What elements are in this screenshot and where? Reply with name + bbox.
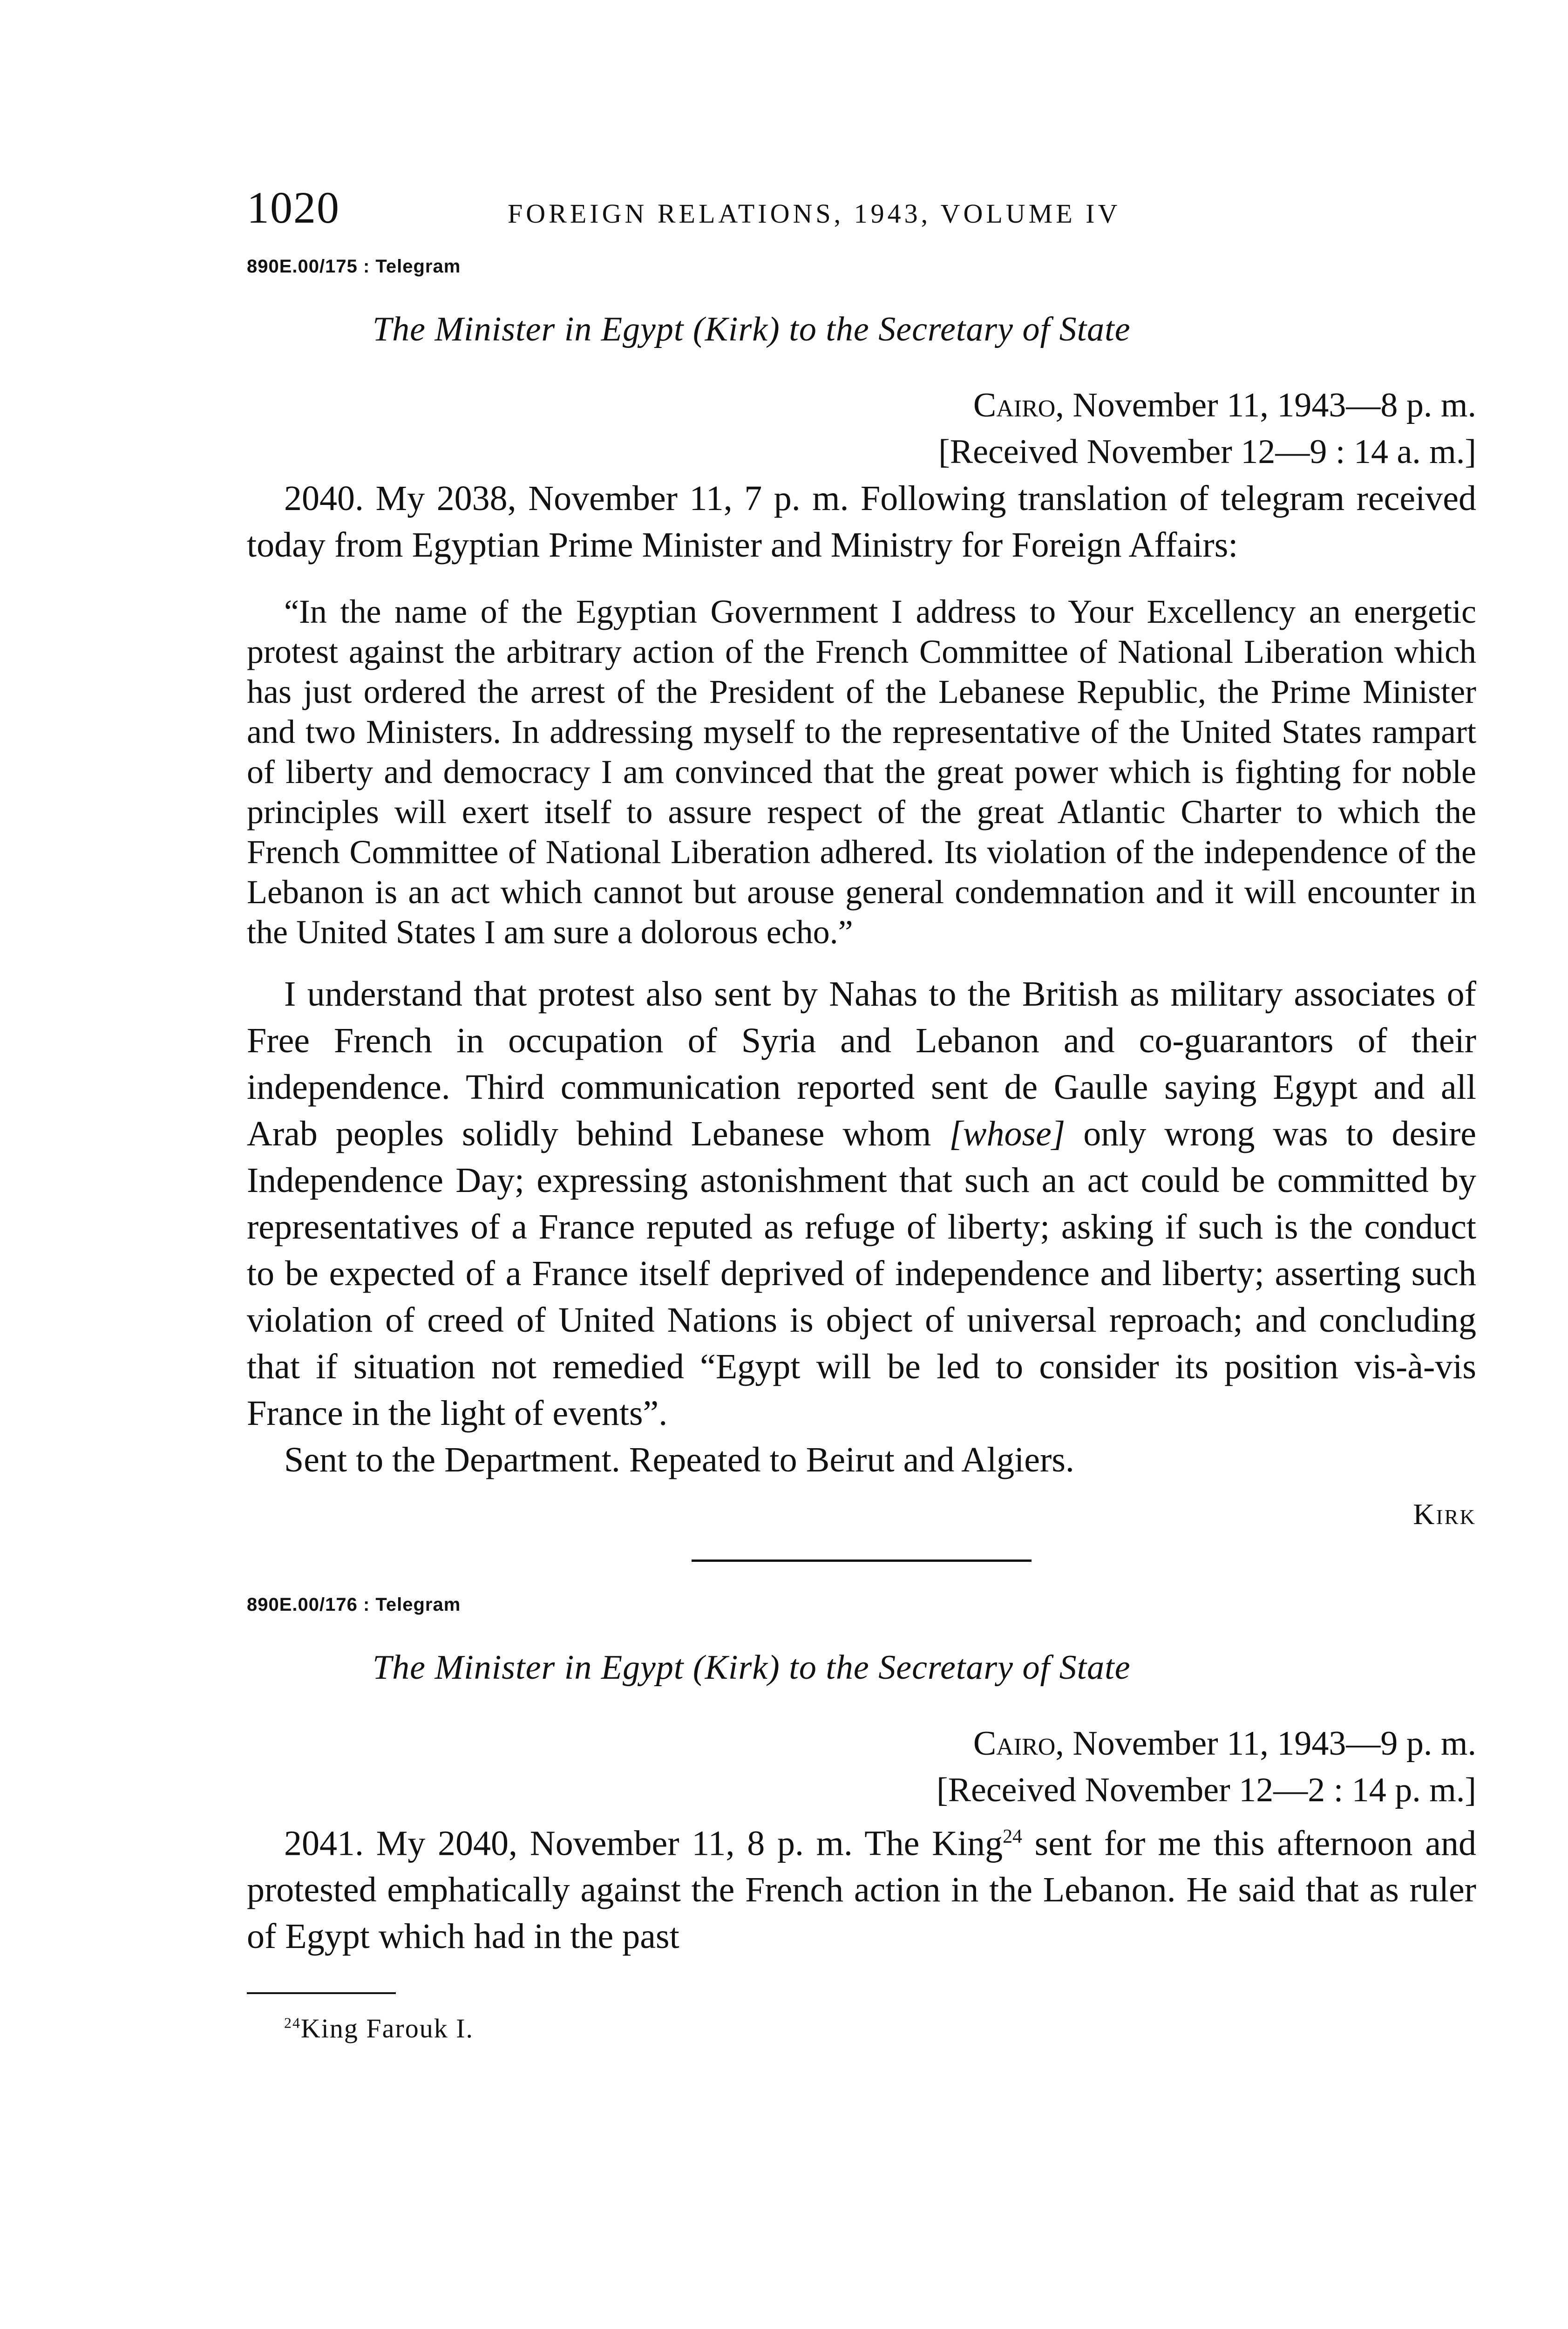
dateline-place: Cairo xyxy=(973,1724,1056,1763)
section-divider xyxy=(692,1559,1032,1562)
page-number: 1020 xyxy=(247,183,340,232)
running-head: FOREIGN RELATIONS, 1943, VOLUME IV xyxy=(508,198,1121,229)
telegram-paragraph: 2040. My 2038, November 11, 7 p. m. Following translation of telegram received today from Egyptian Prime Minister and Ministry for Foreign Affairs: xyxy=(247,479,1476,565)
footnote-marker: 24 xyxy=(284,2015,301,2031)
page-header xyxy=(247,182,1476,238)
footnote-reference: 24 xyxy=(1003,1826,1022,1847)
footnote xyxy=(284,2013,1476,2044)
dateline xyxy=(247,382,1476,475)
paragraph-text: sent for me this afternoon and protested emphatically against the French action in the Lebanon. He said that as ruler of Egypt which had in the past xyxy=(247,1824,1477,1956)
dateline-date: , November 11, 1943—8 p. m. xyxy=(1055,386,1476,424)
received-line: [Received November 12—9 : 14 a. m.] xyxy=(938,433,1476,471)
telegram-paragraph xyxy=(247,971,1476,1437)
editorial-insertion: [whose] xyxy=(949,1114,1066,1153)
dateline xyxy=(247,1720,1476,1813)
signature: Kirk xyxy=(1413,1498,1476,1531)
dateline-date: , November 11, 1943—9 p. m. xyxy=(1055,1724,1476,1763)
document-title: The Minister in Egypt (Kirk) to the Secretary of State xyxy=(373,310,1131,348)
dateline-place: Cairo xyxy=(973,386,1056,424)
file-number: 890E.00/175 : Telegram xyxy=(247,256,461,277)
quoted-protest: “In the name of the Egyptian Government I address to Your Excellency an energetic protest against the arbitrary action of the French Committee of National Liberation which has just ordered the arrest of the President of the Lebanese Republic, the Prime Minister and two Ministers. In addressing myself to the representative of the United States rampart of liberty and democracy I am convinced that the great power which is fighting for noble principles will exert itself to assure respect of the great Atlantic Charter to which the French Committee of National Liberation adhered. Its violation of the independence of the Lebanon is an act which cannot but arouse general condemnation and it will encounter in the United States I am sure a dolorous echo.” xyxy=(247,593,1476,951)
document-section xyxy=(247,1594,1476,1960)
paragraph-text: 2041. My 2040, November 11, 8 p. m. The King xyxy=(284,1824,1003,1863)
footnote-text: King Farouk I. xyxy=(300,2013,474,2044)
file-number: 890E.00/176 : Telegram xyxy=(247,1594,461,1615)
received-line: [Received November 12—2 : 14 p. m.] xyxy=(936,1771,1476,1809)
telegram-paragraph xyxy=(247,1813,1476,1960)
telegram-paragraph: Sent to the Department. Repeated to Beirut and Algiers. xyxy=(284,1440,1074,1479)
paragraph-text: I understand that protest also sent by Nahas to the British as military associates of Free French in occupation of Syria and Lebanon and co-guarantors of their independence. Third communication reported sent de Gaulle saying Egypt and all Arab peoples solidly behind Lebanese whom xyxy=(247,974,1476,1153)
paragraph-text: only wrong was to desire Independence Day; expressing astonishment that such an act could be committed by representatives of a France reputed as refuge of liberty; asking if such is the conduct to be expected of a France itself deprived of independence and liberty; asserting such violation of creed of United Nations is object of universal reproach; and concluding that if situation not remedied “Egypt will be led to consider its position vis-à-vis France in the light of events”. xyxy=(247,1114,1476,1433)
document-page xyxy=(247,182,1476,2044)
footnote-divider xyxy=(247,1992,396,1994)
document-title: The Minister in Egypt (Kirk) to the Secretary of State xyxy=(373,1648,1131,1687)
